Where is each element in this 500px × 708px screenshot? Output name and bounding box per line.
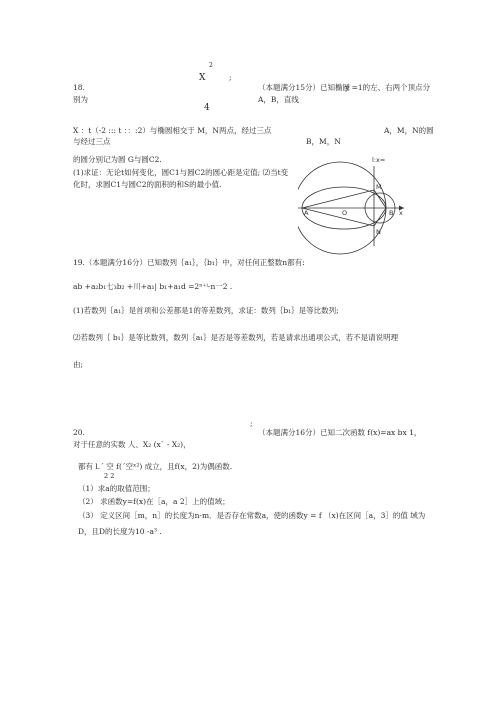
- q18-line4-left: 与经过三点: [73, 137, 111, 146]
- q20-line2: 对于任意的实数 人、X₂ (x` - X₂)，: [73, 440, 191, 449]
- q18-number: 18.: [73, 83, 85, 92]
- q18-x-top: X: [199, 73, 206, 83]
- q18-line4-right: B，M，N: [306, 137, 341, 146]
- label-x: x: [399, 209, 403, 217]
- q18-line6: (1)求证：无论t如何变化，圆C1与圆C2的圆心距是定值; ⑵当t变: [73, 168, 289, 177]
- q20-line7: D，且D的长度为10 -a³ .: [78, 527, 162, 536]
- q18-four: 4: [204, 103, 210, 113]
- q19-line3: (1)若数列｛a₁｝是首项和公差都是1的等差数列，求证：数列｛b₁｝是等比数列;: [73, 306, 339, 315]
- q18-line3-right: A，M，N的圆: [384, 126, 434, 135]
- q18-header: （本题满分15分）已知椭圆: [258, 83, 351, 92]
- q18-line3-left: X ：t（-2 ::: t ：：:2）与椭圆相交于 M，N两点，经过三点: [73, 126, 272, 135]
- q20-semicolon: ;: [250, 419, 253, 428]
- label-b: B: [389, 209, 394, 217]
- q20-line6: （3） 定义区间［m，n］的长度为n-m．是否存在常数a，使的函数y = f （x)在区间［a，3］的值 域为: [78, 511, 426, 520]
- q18-line7: 化时，求圆C1与圆C2的面积的和S的最小值.: [73, 180, 222, 189]
- q20-line4: （1）求a的取值范围；: [78, 484, 155, 493]
- label-m: M: [376, 183, 382, 191]
- ellipse-circles-diagram: [298, 152, 420, 260]
- label-a: A: [304, 209, 309, 217]
- q18-equation: y =1的左、右两个顶点分: [345, 83, 431, 92]
- q18-x-superscript: 2: [209, 62, 213, 69]
- q20-line3: 都有 l.ˊ 空 f(ˊ空ˣ²) 成立，且f(x，2)为偶函数.: [78, 462, 233, 471]
- q20-line3-sub: 2 2: [104, 472, 115, 480]
- q18-line2-a: 别为: [73, 95, 88, 104]
- q19-line4: ⑵若数列｛ b₁｝是等比数列，数列｛a₁｝是否是等差数列，若是请求出通项公式，若不是请说明理: [73, 333, 399, 342]
- label-line: l:x=: [372, 156, 386, 164]
- q18-line5: 的圆分别记为圆 G与圆C2.: [73, 155, 162, 164]
- q20-number: 20.: [73, 428, 85, 437]
- q19-line5: 由;: [73, 360, 84, 369]
- label-n: N: [376, 228, 381, 236]
- segment-am: [302, 190, 374, 208]
- q18-line2-b: A，B，直线: [258, 95, 299, 104]
- diagram-svg: [298, 152, 420, 260]
- label-o: O: [342, 209, 348, 217]
- segment-an: [302, 208, 374, 226]
- q20-header: （本题满分16分）已知二次函数 f(x)=ax bx 1，: [258, 428, 422, 437]
- q19-line2: ab +a₂b₁七₃b₂ +川+a₁| b₁+a₁d =2ⁿ⁺ⁱ-n一2 .: [73, 282, 233, 291]
- q19-line1: 19.（本题满分16分）已知数列｛a₁｝，｛b₁｝中，对任何正整数n都有:: [73, 258, 305, 267]
- q18-semicolon: ;: [229, 73, 232, 82]
- q20-line5: （2） 求函数y=f(x)在［a，a 2］上的值域；: [78, 497, 230, 506]
